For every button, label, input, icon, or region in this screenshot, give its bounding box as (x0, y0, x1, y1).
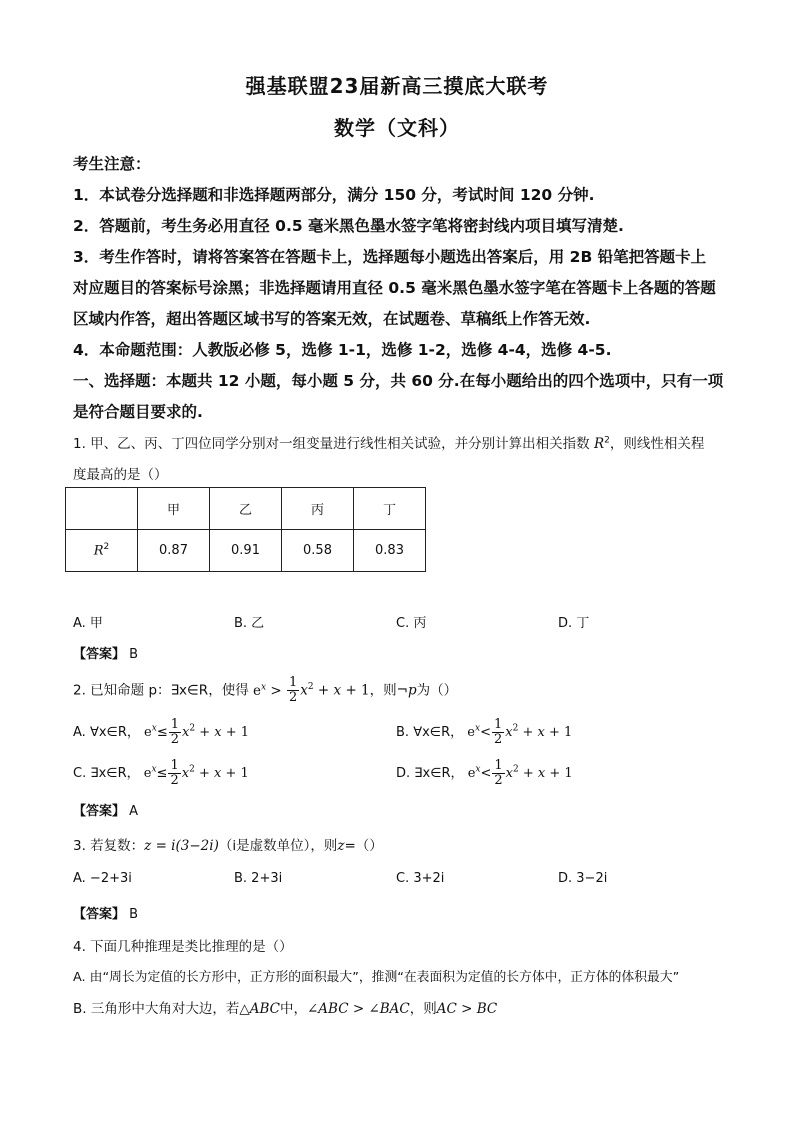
q1-stem: 1. 甲、乙、丙、丁四位同学分别对一组变量进行线性相关试验，并分别计算出相关指数 $R^2$，则线性相关程 (73, 435, 705, 452)
table-row (66, 488, 426, 530)
q3-option-d: D. 3−2i (558, 871, 608, 886)
q2-answer: 【答案】 A (73, 804, 139, 819)
notice-heading: 考生注意： (73, 155, 151, 173)
notice-item-2: 2．答题前，考生务必用直径 0.5 毫米黑色墨水签字笔将密封线内项目填写清楚. (73, 217, 624, 235)
table-row-label: $R^2$ (66, 530, 138, 572)
q2-option-d: D. ∃x∈R， $e^x<$ $\frac{1}{2}$ $x^2 + x + 1$ (396, 758, 573, 788)
table-header-cell: 甲 (138, 488, 210, 530)
q2-stem: 2. 已知命题 p：∃x∈R，使得 $e^x$ > $\frac{1}{2}$ $x^2 + x + 1$，则¬p为（） (73, 675, 458, 705)
q1-option-a: A. 甲 (73, 616, 103, 631)
section-1-line-2: 是符合题目要求的. (73, 403, 203, 421)
table-header-cell: 丙 (282, 488, 354, 530)
q4-option-b: B. 三角形中大角对大边，若△ABC中，∠ABC > ∠BAC，则AC > BC (73, 1001, 498, 1017)
q2-option-b: B. ∀x∈R， $e^x<$ $\frac{1}{2}$ $x^2 + x + 1$ (396, 717, 573, 747)
notice-item-3a: 3．考生作答时，请将答案答在答题卡上，选择题每小题选出答案后，用 2B 铅笔把答题卡上 (73, 248, 707, 266)
table-row (66, 530, 426, 572)
notice-item-1: 1．本试卷分选择题和非选择题两部分，满分 150 分，考试时间 120 分钟. (73, 186, 595, 204)
q1-option-c: C. 丙 (396, 616, 427, 631)
section-1-line-1: 一、选择题：本题共 12 小题，每小题 5 分，共 60 分.在每小题给出的四个选项中，只有一项 (73, 372, 724, 390)
table-header-cell: 乙 (210, 488, 282, 530)
table-header-cell: 丁 (354, 488, 426, 530)
notice-item-3b: 对应题目的答案标号涂黑；非选择题请用直径 0.5 毫米黑色墨水签字笔在答题卡上各题的答题 (73, 279, 716, 297)
table-cell: 0.83 (354, 530, 426, 572)
table-cell: 0.91 (210, 530, 282, 572)
q3-option-b: B. 2+3i (234, 871, 283, 886)
q2-option-a: A. ∀x∈R， $e^x\le$ $\frac{1}{2}$ $x^2 + x + 1$ (73, 717, 250, 747)
exam-subtitle: 数学（文科） (334, 116, 460, 140)
table-cell: 0.58 (282, 530, 354, 572)
q1-stem-cont: 度最高的是（） (73, 467, 168, 483)
table-header-cell (66, 488, 138, 530)
q1-option-b: B. 乙 (234, 616, 265, 631)
q3-option-a: A. −2+3i (73, 871, 132, 886)
q2-option-c: C. ∃x∈R， $e^x\le$ $\frac{1}{2}$ $x^2 + x + 1$ (73, 758, 249, 788)
q3-answer: 【答案】 B (73, 907, 139, 922)
q1-option-d: D. 丁 (558, 616, 590, 631)
q3-stem: 3. 若复数：z = i(3−2i)（i是虚数单位），则z=（） (73, 838, 383, 854)
notice-item-3c: 区域内作答，超出答题区域书写的答案无效，在试题卷、草稿纸上作答无效. (73, 310, 591, 328)
q1-answer: 【答案】 B (73, 647, 139, 662)
q4-stem: 4. 下面几种推理是类比推理的是（） (73, 939, 293, 955)
q4-option-a: A. 由“周长为定值的长方形中，正方形的面积最大”，推测“在表面积为定值的长方体中，正方体的体积最大” (73, 970, 680, 985)
notice-item-4: 4．本命题范围：人教版必修 5，选修 1-1，选修 1-2，选修 4-4，选修 4-5. (73, 341, 612, 359)
table-cell: 0.87 (138, 530, 210, 572)
q3-option-c: C. 3+2i (396, 871, 445, 886)
exam-title: 强基联盟23届新高三摸底大联考 (245, 74, 549, 98)
q1-table (65, 487, 426, 572)
